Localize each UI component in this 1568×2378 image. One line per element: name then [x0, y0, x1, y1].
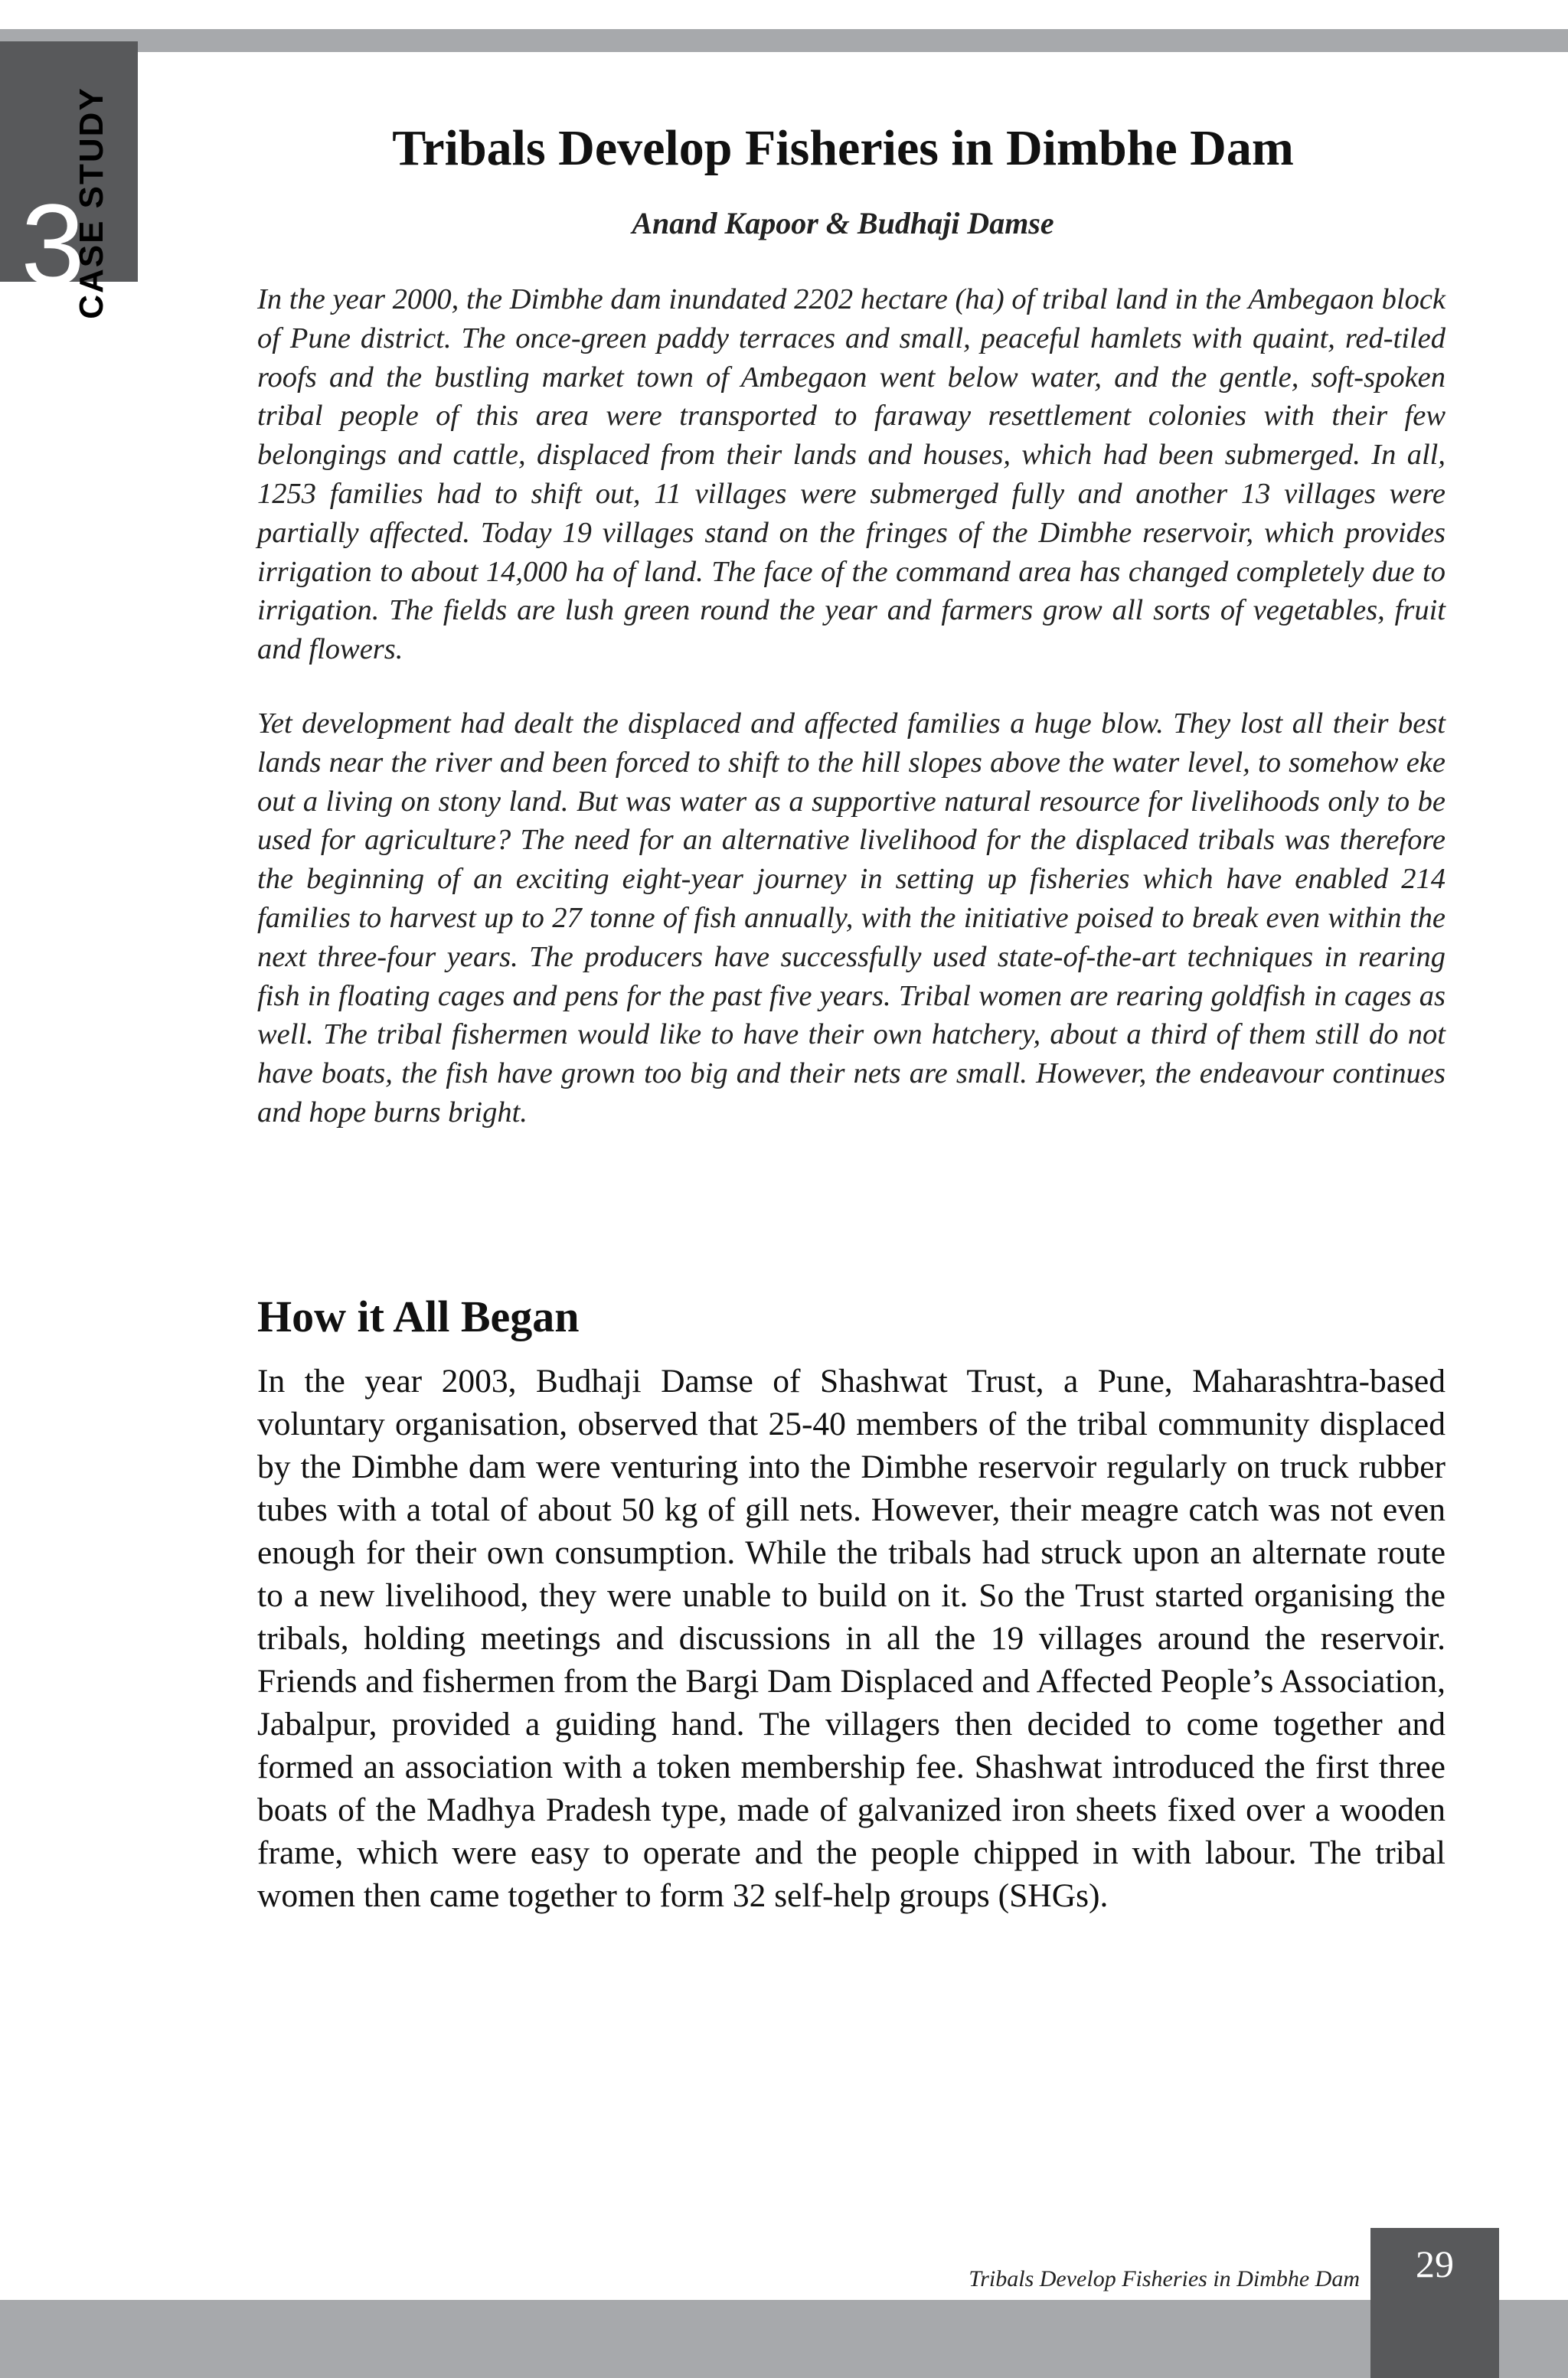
page-number: 29	[1416, 2242, 1454, 2285]
article-authors: Anand Kapoor & Budhaji Damse	[632, 206, 1054, 240]
case-study-label: CASE STUDY	[73, 87, 110, 319]
intro-paragraph-1: In the year 2000, the Dimbhe dam inundated 2202 hectare (ha) of tribal land in the Ambegaon block of Pune district. The once-green paddy terraces and small, peaceful hamlets with quaint, red-tiled roofs and the bustling market town of Ambegaon went below water, and the gentle, soft-spoken tribal people of this area were transported to faraway resettlement colonies with their few belongings and cattle, displaced from their lands and houses, which had been submerged. In all, 1253 families had to shift out, 11 villages were submerged fully and another 13 villages were partially affected. Today 19 villages stand on the fringes of the Dimbhe reservoir, which provides irrigation to about 14,000 ha of land. The face of the command area has changed completely due to irrigation. The fields are lush green round the year and farmers grow all sorts of vegetables, fruit and flowers.	[257, 283, 1446, 666]
header-band	[0, 29, 1568, 52]
section-body-paragraph: In the year 2003, Budhaji Damse of Shashwat Trust, a Pune, Maharashtra-based voluntary organisation, observed that 25-40 members of the tribal community displaced by the Dimbhe dam were venturing into the Dimbhe reservoir regularly on truck rubber tubes with a total of about 50 kg of gill nets. However, their meagre catch was not even enough for their own consumption. While the tribals had struck upon an alternate route to a new livelihood, they were unable to build on it. So the Trust started organising the tribals, holding meetings and discussions in all the 19 villages around the reservoir. Friends and fishermen from the Bargi Dam Displaced and Affected People’s Association, Jabalpur, provided a guiding hand. The villagers then decided to come together and formed an association with a token membership fee. Shashwat introduced the first three boats of the Madhya Pradesh type, made of galvanized iron sheets fixed over a wooden frame, which were easy to operate and the people chipped in with labour. The tribal women then came together to form 32 self-help groups (SHGs).	[257, 1363, 1446, 1914]
intro-paragraph-2: Yet development had dealt the displaced and affected families a huge blow. They lost all their best lands near the river and been forced to shift to the hill slopes above the water level, to somehow eke out a living on stony land. But was water as a supportive natural resource for livelihoods only to be used for agriculture? The need for an alternative livelihood for the displaced tribals was therefore the beginning of an exciting eight-year journey in setting up fisheries which have enabled 214 families to harvest up to 27 tonne of fish annually, with the initiative poised to break even within the next three-four years. The producers have successfully used state-of-the-art techniques in rearing fish in floating cages and pens for the past five years. Tribal women are rearing goldfish in cages as well. The tribal fishermen would like to have their own hatchery, about a third of them still do not have boats, the fish have grown too big and their nets are small. However, the endeavour continues and hope burns bright.	[257, 707, 1446, 1129]
section-heading: How it All Began	[257, 1292, 580, 1341]
article-title: Tribals Develop Fisheries in Dimbhe Dam	[392, 120, 1294, 176]
case-study-number: 3	[21, 180, 85, 309]
footer-band	[0, 2300, 1568, 2378]
running-footer-title: Tribals Develop Fisheries in Dimbhe Dam	[969, 2266, 1360, 2291]
